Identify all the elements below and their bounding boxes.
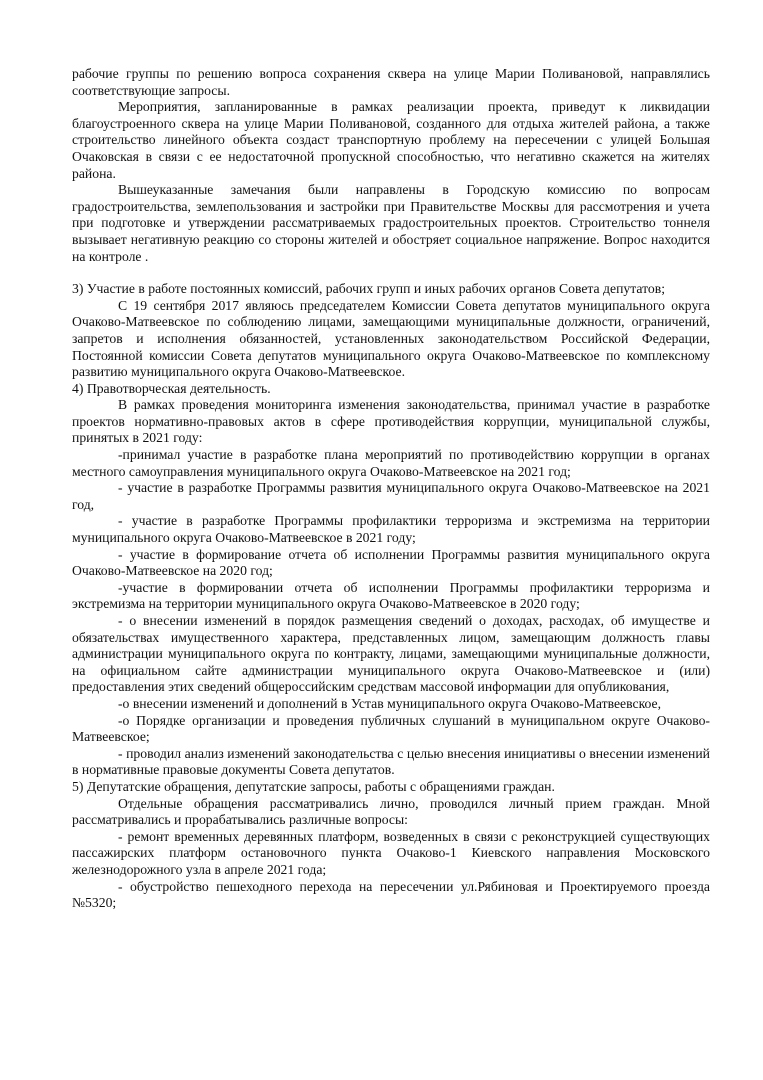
list-item-platform-repair: - ремонт временных деревянных платформ, возведенных в связи с реконструкцией существующих пассажирских платформ остановочного пункта Очаково-1 Киевского направления Московского железнодорожного узла в апреле 2021 года; [72, 828, 710, 877]
list-item-development-report: - участие в формирование отчета об исполнении Программы развития муниципального округа Очаково-Матвеевское на 2020 год; [72, 546, 710, 579]
list-item-anticorruption-plan: -принимал участие в разработке плана мероприятий по противодействию коррупции в органах местного самоуправления муниципального округа Очаково-Матвеевское на 2021 год; [72, 447, 710, 479]
paragraph-working-groups: рабочие группы по решению вопроса сохранения сквера на улице Марии Поливановой, направлялись соответствующие запросы. [72, 66, 710, 98]
paragraph-citizen-appeals: Отдельные обращения рассматривались лично, проводился личный прием граждан. Мной рассматривались и прорабатывались различные вопросы: [72, 795, 710, 828]
document-page [72, 66, 710, 912]
list-item-public-hearings: -о Порядке организации и проведения публичных слушаний в муниципальном округе Очаково-Матвеевское; [72, 712, 710, 745]
list-item-pedestrian-crossing: - обустройство пешеходного перехода на пересечении ул.Рябиновая и Проектируемого проезда №5320; [72, 878, 710, 911]
list-item-development-program: - участие в разработке Программы развития муниципального округа Очаково-Матвеевское на 2021 год, [72, 480, 710, 512]
list-item-income-disclosure: - о внесении изменений в порядок размещения сведений о доходах, расходах, об имуществе и обязательствах имущественного характера, представленных лицом, замещающим должность главы администрации муниципального округа по контракту, лицами, замещающими муниципальные должности, на официальном сайте администрации муниципального округа Очаково-Матвеевское и (или) предоставления этих сведений общероссийским средствам массовой информации для опубликования, [72, 613, 710, 695]
paragraph-monitoring: В рамках проведения мониторинга изменения законодательства, принимал участие в разработке проектов нормативно-правовых актов в сфере противодействия коррупции, муниципальной службы, принятых в 2021 году: [72, 397, 710, 446]
section-heading-3: 3) Участие в работе постоянных комиссий, рабочих групп и иных рабочих органов Совета депутатов; [72, 281, 666, 297]
paragraph-commission-chair: С 19 сентября 2017 являюсь председателем Комиссии Совета депутатов муниципального округа Очаково-Матвеевское по соблюдению лицами, замещающими муниципальные должности, ограничений, запретов и исполнения обязанностей, установленных законодательством Российской Федерации, Постоянной комиссии Совета депутатов муниципального округа Очаково-Матвеевское по комплексному развитию муниципального округа Очаково-Матвеевское. [72, 297, 710, 380]
list-item-charter-amendments: -о внесении изменений и дополнений в Устав муниципального округа Очаково-Матвеевское, [118, 695, 662, 711]
paragraph-remarks-sent: Вышеуказанные замечания были направлены в Городскую комиссию по вопросам градостроительства, землепользования и застройки при Правительстве Москвы для рассмотрения и учета при подготовке и утверждении рассматриваемых градостроительных проектов. Строительство тоннеля вызывает негативную реакцию со стороны жителей и обостряет социальное напряжение. Вопрос находится на контроле . [72, 182, 710, 264]
list-item-terrorism-report: -участие в формировании отчета об исполнении Программы профилактики терроризма и экстремизма на территории муниципального округа Очаково-Матвеевское в 2020 году; [72, 579, 710, 612]
list-item-legislation-analysis: - проводил анализ изменений законодательства с целью внесения инициативы о внесении изменений в нормативные правовые документы Совета депутатов. [72, 745, 710, 778]
paragraph-project-measures: Мероприятия, запланированные в рамках реализации проекта, приведут к ликвидации благоустроенного сквера на улице Марии Поливановой, созданного для отдыха жителей района, а также строительство линейного объекта создаст транспортную проблему на пересечении с улицей Большая Очаковская в связи с ее недостаточной пропускной способностью, что негативно скажется на жителях района. [72, 99, 710, 181]
list-item-terrorism-program: - участие в разработке Программы профилактики терроризма и экстремизма на территории муниципального округа Очаково-Матвеевское в 2021 году; [72, 513, 710, 546]
spacer [72, 265, 710, 281]
section-heading-4: 4) Правотворческая деятельность. [72, 380, 271, 396]
section-heading-5: 5) Депутатские обращения, депутатские запросы, работы с обращениями граждан. [72, 778, 555, 794]
